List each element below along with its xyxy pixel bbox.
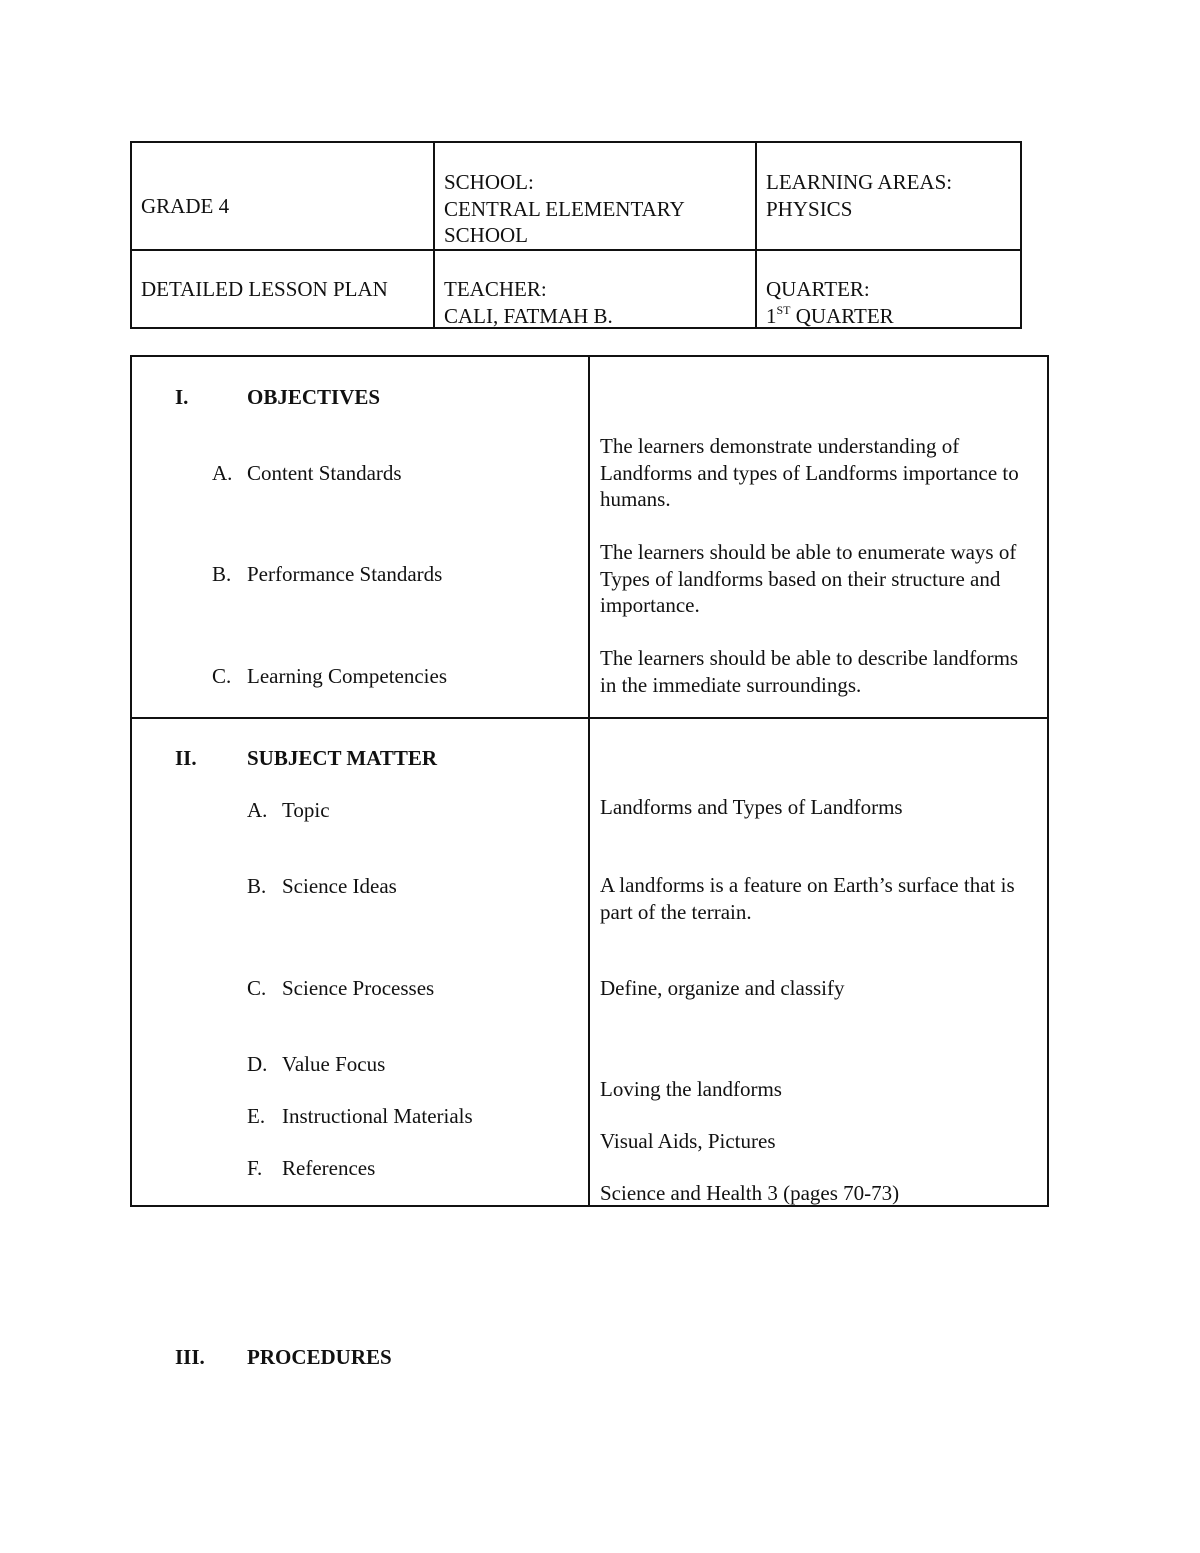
science-ideas-label: Science Ideas	[282, 874, 397, 898]
instructional-materials-text: Visual Aids, Pictures	[600, 1129, 776, 1153]
content-standards-letter: A.	[212, 461, 233, 485]
subject-matter-heading: SUBJECT MATTER	[247, 746, 438, 770]
value-focus-text: Loving the landforms	[600, 1077, 782, 1101]
value-focus-letter: D.	[247, 1052, 268, 1076]
procedures-heading: PROCEDURES	[247, 1345, 392, 1369]
teacher-name: CALI, FATMAH B.	[444, 304, 613, 328]
quarter-label: QUARTER:	[766, 277, 870, 301]
quarter-value	[766, 303, 894, 330]
performance-standards-text: The learners should be able to enumerate ways of Types of landforms based on their structure and importance.	[600, 540, 1017, 617]
science-ideas-text: A landforms is a feature on Earth’s surface that is part of the terrain.	[600, 873, 1015, 924]
procedures-numeral: III.	[175, 1345, 205, 1369]
objectives-heading: OBJECTIVES	[247, 385, 381, 409]
learning-competencies-label: Learning Competencies	[247, 664, 448, 688]
learning-competencies-text: The learners should be able to describe landforms in the immediate surroundings.	[600, 646, 1019, 697]
teacher-label: TEACHER:	[444, 277, 547, 301]
science-ideas-letter: B.	[247, 874, 267, 898]
instructional-materials-label: Instructional Materials	[282, 1104, 473, 1128]
learning-areas-label: LEARNING AREAS:	[766, 170, 953, 194]
learning-areas-value: PHYSICS	[766, 197, 853, 221]
objectives-numeral: I.	[175, 385, 189, 409]
references-letter: F.	[247, 1156, 263, 1180]
science-processes-letter: C.	[247, 976, 267, 1000]
learning-competencies-letter: C.	[212, 664, 232, 688]
instructional-materials-letter: E.	[247, 1104, 266, 1128]
grade-label: GRADE 4	[141, 194, 230, 218]
lesson-plan-title: DETAILED LESSON PLAN	[141, 277, 388, 301]
performance-standards-label: Performance Standards	[247, 562, 443, 586]
science-processes-label: Science Processes	[282, 976, 435, 1000]
school-label: SCHOOL:	[444, 170, 534, 194]
quarter-number: 1	[766, 304, 777, 328]
quarter-word: QUARTER	[790, 304, 894, 328]
subject-matter-numeral: II.	[175, 746, 197, 770]
performance-standards-letter: B.	[212, 562, 232, 586]
content-standards-label: Content Standards	[247, 461, 402, 485]
references-text: Science and Health 3 (pages 70-73)	[600, 1181, 900, 1205]
content-standards-text: The learners demonstrate understanding of Landforms and types of Landforms importance to humans.	[600, 434, 1019, 511]
topic-label: Topic	[282, 798, 330, 822]
school-name-line1: CENTRAL ELEMENTARY	[444, 197, 685, 221]
topic-letter: A.	[247, 798, 268, 822]
school-name-line2: SCHOOL	[444, 223, 529, 247]
science-processes-text: Define, organize and classify	[600, 976, 845, 1000]
quarter-ordinal: ST	[776, 303, 791, 317]
value-focus-label: Value Focus	[282, 1052, 386, 1076]
topic-text: Landforms and Types of Landforms	[600, 795, 903, 819]
references-label: References	[282, 1156, 376, 1180]
